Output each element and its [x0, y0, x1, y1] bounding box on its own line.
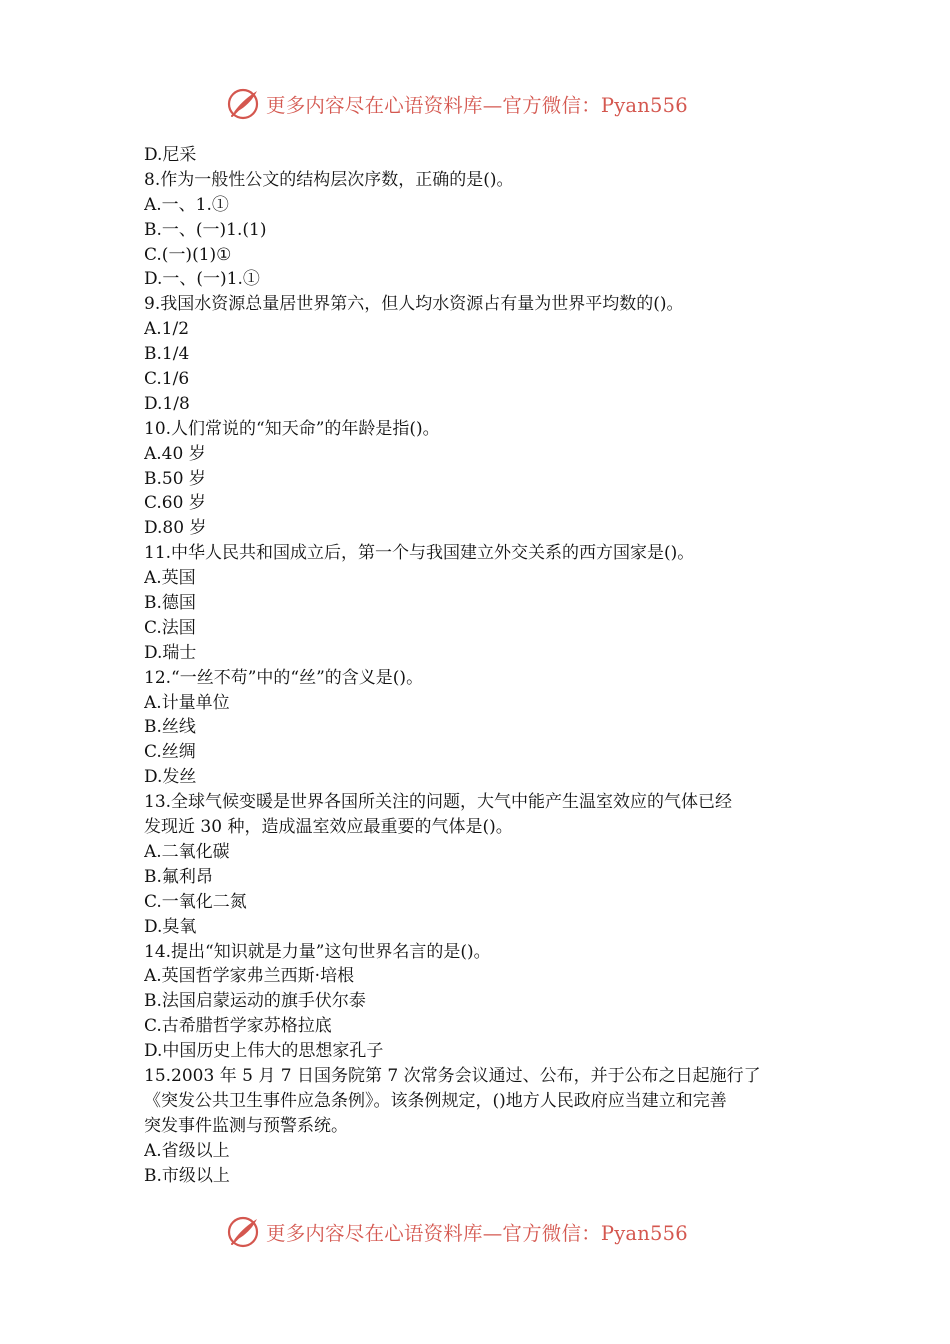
option-line: C.一氧化二氮 [144, 891, 247, 912]
header-banner [226, 84, 726, 124]
document-body [144, 143, 810, 1188]
option-line: C.(一)(1)① [144, 244, 232, 265]
quill-logo-icon [226, 86, 262, 122]
option-line: B.一、(一)1.(1) [144, 219, 267, 240]
option-line: A.一、1.① [144, 194, 229, 215]
option-line: B.法国启蒙运动的旗手伏尔泰 [144, 991, 366, 1012]
question-8: 8.作为一般性公文的结构层次序数，正确的是()。 [144, 169, 514, 190]
option-line: A.计量单位 [144, 692, 230, 713]
option-line: A.省级以上 [144, 1140, 230, 1161]
footer-banner [226, 1212, 726, 1252]
option-line: D.臭氧 [144, 916, 197, 937]
option-line: D.1/8 [144, 393, 190, 414]
option-line: A.英国 [144, 568, 196, 589]
option-line: B.1/4 [144, 344, 190, 365]
question-15-cont: 《突发公共卫生事件应急条例》。该条例规定，()地方人民政府应当建立和完善 [144, 1090, 727, 1111]
question-10: 10.人们常说的“知天命”的年龄是指()。 [144, 418, 440, 439]
option-line: C.古希腊哲学家苏格拉底 [144, 1016, 332, 1037]
option-line: A.40 岁 [144, 443, 206, 464]
option-line: C.法国 [144, 617, 196, 638]
footer-banner-text: 更多内容尽在心语资料库—官方微信：Pyan556 [266, 1222, 688, 1245]
question-9: 9.我国水资源总量居世界第六，但人均水资源占有量为世界平均数的()。 [144, 294, 684, 315]
header-banner-text: 更多内容尽在心语资料库—官方微信：Pyan556 [266, 94, 688, 117]
option-line: A.1/2 [144, 319, 190, 340]
option-line: B.德国 [144, 593, 196, 614]
option-line: A.英国哲学家弗兰西斯·培根 [144, 966, 355, 987]
option-line: D.中国历史上伟大的思想家孔子 [144, 1041, 384, 1062]
question-14: 14.提出“知识就是力量”这句世界名言的是()。 [144, 941, 491, 962]
option-line: B.丝线 [144, 717, 196, 738]
option-line: D.发丝 [144, 767, 197, 788]
question-15-cont: 突发事件监测与预警系统。 [144, 1115, 348, 1136]
quill-logo-icon [226, 1214, 262, 1250]
option-line: C.1/6 [144, 369, 190, 390]
question-13: 13.全球气候变暖是世界各国所关注的问题，大气中能产生温室效应的气体已经 [144, 792, 733, 813]
option-line: B.氟利昂 [144, 866, 213, 887]
question-12: 12.“一丝不苟”中的“丝”的含义是()。 [144, 667, 424, 688]
option-line: D.80 岁 [144, 518, 207, 539]
text-line: D.尼采 [144, 145, 197, 165]
option-line: B.市级以上 [144, 1165, 230, 1186]
option-line: D.一、(一)1.① [144, 269, 260, 290]
question-13-cont: 发现近 30 种，造成温室效应最重要的气体是()。 [144, 817, 513, 838]
option-line: A.二氧化碳 [144, 841, 230, 862]
question-15: 15.2003 年 5 月 7 日国务院第 7 次常务会议通过、公布，并于公布之日起施行了 [144, 1065, 761, 1086]
question-11: 11.中华人民共和国成立后，第一个与我国建立外交关系的西方国家是()。 [144, 543, 695, 564]
option-line: C.丝绸 [144, 742, 196, 763]
option-line: D.瑞士 [144, 642, 197, 663]
option-line: B.50 岁 [144, 468, 206, 489]
option-line: C.60 岁 [144, 493, 206, 514]
